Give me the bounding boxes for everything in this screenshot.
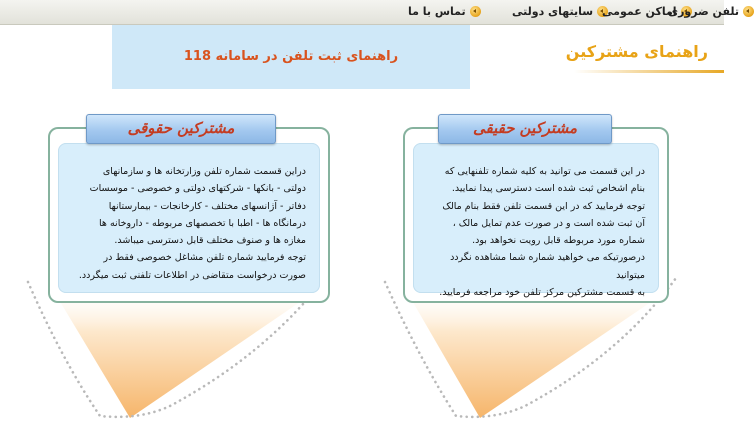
- nav-item-label: تلفن ضروری: [668, 5, 739, 18]
- legal-subscribers-title[interactable]: مشترکین حقوقی: [86, 114, 276, 144]
- card-text-line: دراین قسمت شماره تلفن وزارتخانه ها و سازمانهای: [102, 166, 306, 177]
- card-text-line: دولتی - بانکها - شرکتهای دولتی و خصوصی - موسسات: [89, 183, 306, 195]
- card-content-area: [58, 143, 320, 293]
- card-description: [427, 163, 645, 301]
- legal-subscribers-card: [48, 127, 330, 303]
- card-text-line: در این قسمت می توانید به کلیه شماره تلفنهایی که: [444, 166, 645, 177]
- card-text-line: صورت درخواست متقاضی در اطلاعات تلفنی ثبت میگردد.: [78, 269, 306, 281]
- arrow-bullet-icon: [743, 6, 754, 17]
- real-subscribers-title[interactable]: مشترکین حقیقی: [438, 114, 612, 144]
- card-description: [72, 163, 306, 284]
- card-text-line: آن ثبت شده است و در صورت عدم تمایل مالک ،: [452, 217, 645, 229]
- card-text-line: درمانگاه ها - اطبا با تخصصهای مربوطه - داروخانه ها: [99, 217, 306, 229]
- nav-item-label: تماس با ما: [408, 5, 466, 18]
- real-subscribers-card: [403, 127, 669, 303]
- card-text-line: توجه فرمایید شماره تلفن مشاغل خصوصی فقط در: [103, 252, 306, 264]
- card-text-line: شماره مورد مربوطه قابل رویت نخواهد بود.: [472, 235, 645, 247]
- page-title: راهنمای مشترکین: [565, 42, 708, 61]
- card-text-line: توجه فرمایید که در این قسمت تلفن فقط بنام مالک: [442, 200, 645, 212]
- card-text-line: مغازه ها و صنوف مختلف قابل دسترسی میباشد.: [114, 235, 306, 247]
- left-fan: [50, 285, 325, 418]
- card-text-line: دفاتر - آژانسهای مختلف - کارخانجات - بیمارستانها: [108, 200, 306, 212]
- card-content-area: [413, 143, 659, 299]
- banner-title: راهنمای ثبت تلفن در سامانه 118: [183, 49, 399, 64]
- nav-item-label: سایتهای دولتی: [512, 5, 594, 18]
- card-text-line: درصورتیکه می خواهید شماره شما مشاهده نگردد میتوانید: [450, 252, 645, 281]
- nav-item-label: اماکن عمومی: [602, 5, 677, 18]
- card-text-line: بنام اشخاص ثبت شده است دسترسی پیدا نمایید.: [451, 183, 645, 195]
- card-text-line: به قسمت مشترکین مرکز تلفن خود مراجعه فرمایید.: [439, 287, 645, 299]
